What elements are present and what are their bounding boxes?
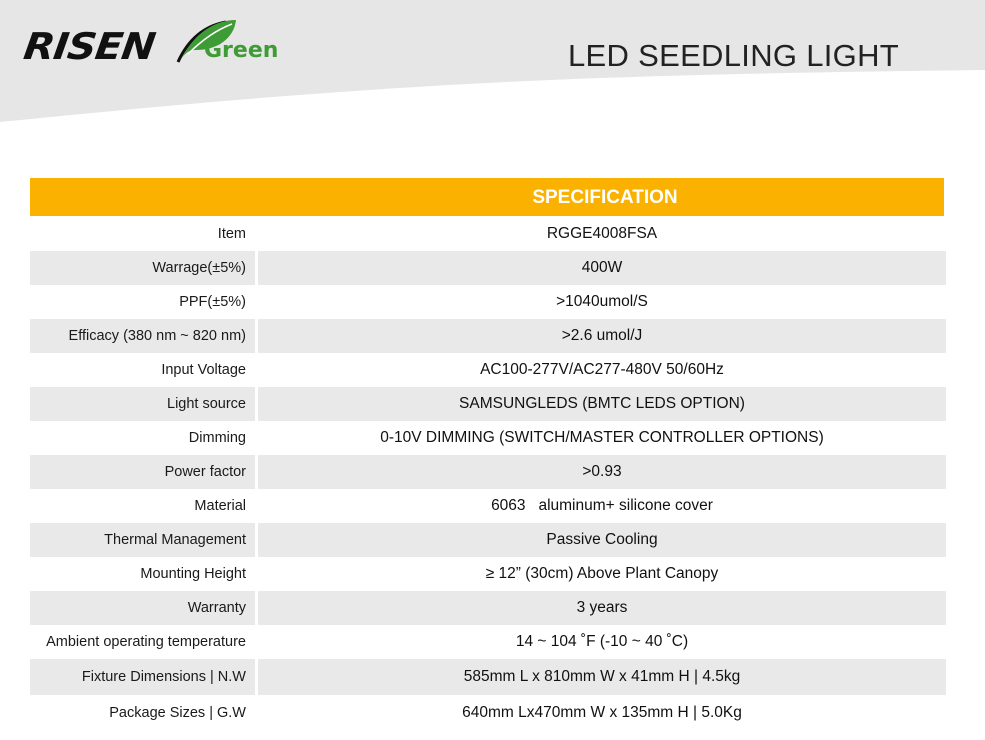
row-label: Mounting Height bbox=[140, 566, 246, 582]
row-label: Efficacy (380 nm ~ 820 nm) bbox=[68, 328, 246, 344]
row-value: SAMSUNGLEDS (BMTC LEDS OPTION) bbox=[459, 395, 745, 412]
row-value: >2.6 umol/J bbox=[561, 327, 643, 344]
table-row bbox=[30, 353, 946, 387]
row-value: >0.93 bbox=[582, 463, 622, 480]
table-row bbox=[30, 591, 946, 625]
row-value: AC100-277V/AC277-480V 50/60Hz bbox=[480, 361, 724, 378]
row-value: 585mm L x 810mm W x 41mm H | 4.5kg bbox=[463, 668, 741, 685]
row-value: ≥ 12” (30cm) Above Plant Canopy bbox=[485, 565, 719, 582]
row-label: Fixture Dimensions | N.W bbox=[81, 669, 246, 685]
logo-wordmark: RISEN bbox=[21, 25, 158, 69]
row-value: 6063 aluminum+ silicone cover bbox=[491, 497, 713, 514]
row-label: PPF(±5%) bbox=[179, 294, 246, 310]
table-row bbox=[30, 217, 946, 251]
table-row bbox=[30, 251, 946, 285]
table-row bbox=[30, 455, 946, 489]
row-label: Warrage(±5%) bbox=[152, 260, 246, 276]
table-row bbox=[30, 421, 946, 455]
table-row bbox=[30, 557, 946, 591]
row-value: 400W bbox=[581, 259, 623, 276]
spec-table bbox=[30, 217, 946, 731]
table-row bbox=[30, 387, 946, 421]
table-row bbox=[30, 659, 946, 695]
row-value: 14 ~ 104 ˚F (-10 ~ 40 ˚C) bbox=[515, 633, 689, 650]
table-row bbox=[30, 695, 946, 731]
row-label: Power factor bbox=[164, 464, 246, 480]
row-value: >1040umol/S bbox=[556, 293, 648, 310]
row-label: Light source bbox=[167, 396, 246, 412]
table-row bbox=[30, 489, 946, 523]
row-label: Package Sizes | G.W bbox=[109, 705, 246, 721]
row-label: Warranty bbox=[187, 600, 246, 616]
row-label: Item bbox=[217, 226, 246, 242]
row-value: RGGE4008FSA bbox=[546, 225, 658, 242]
brand-logo bbox=[21, 18, 286, 70]
row-value: 640mm Lx470mm W x 135mm H | 5.0Kg bbox=[462, 704, 742, 721]
table-row bbox=[30, 523, 946, 557]
row-value: 0-10V DIMMING (SWITCH/MASTER CONTROLLER OPTIONS) bbox=[380, 429, 824, 446]
logo-subtext: Green bbox=[204, 38, 279, 63]
specification-heading bbox=[30, 178, 944, 216]
row-value: 3 years bbox=[576, 599, 628, 616]
row-label: Input Voltage bbox=[161, 362, 246, 378]
table-row bbox=[30, 319, 946, 353]
row-label: Dimming bbox=[188, 430, 246, 446]
specification-heading-text: SPECIFICATION bbox=[532, 187, 678, 208]
row-label: Ambient operating temperature bbox=[46, 634, 246, 650]
page-title: LED SEEDLING LIGHT bbox=[568, 38, 899, 73]
row-label: Material bbox=[194, 498, 246, 514]
row-label: Thermal Management bbox=[104, 532, 246, 548]
row-value: Passive Cooling bbox=[546, 531, 658, 548]
table-row bbox=[30, 625, 946, 659]
table-row bbox=[30, 285, 946, 319]
